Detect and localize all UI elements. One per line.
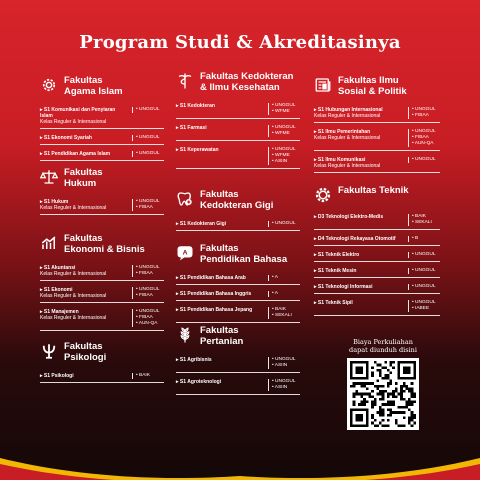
program-name: ▸ S1 Pendidikan Bahasa Arab bbox=[176, 275, 246, 281]
program-info bbox=[176, 103, 264, 109]
psi-icon bbox=[40, 342, 58, 360]
faculty-name bbox=[200, 190, 273, 211]
accreditation-list bbox=[268, 291, 300, 297]
program-name: ▸ S1 Teknik Sipil bbox=[314, 300, 353, 306]
accreditation-list bbox=[268, 103, 300, 115]
program-row-s1-akuntansi bbox=[40, 263, 164, 281]
program-info bbox=[314, 107, 402, 119]
accreditation-badge: • BAIK bbox=[272, 307, 286, 312]
faculty-name bbox=[200, 244, 287, 265]
program-row-s1-ekonomi bbox=[40, 285, 164, 303]
program-row-s1-manajemen bbox=[40, 307, 164, 331]
program-row-s1-pendidikan-agama-islam bbox=[40, 149, 164, 161]
cog-icon bbox=[314, 186, 332, 204]
accreditation-list bbox=[132, 265, 164, 277]
program-info bbox=[40, 309, 128, 321]
accreditation-badge: • FIBAA bbox=[412, 135, 429, 140]
faculty-name bbox=[64, 76, 123, 97]
program-row-s1-pendidikan-bahasa-arab bbox=[176, 273, 300, 285]
program-name: ▸ S1 Keperawatan bbox=[176, 147, 219, 153]
program-name: ▸ S1 Teknik Elektro bbox=[314, 252, 360, 258]
faculty-name-line: Fakultas Teknik bbox=[338, 185, 409, 196]
program-row-s1-agribisnis bbox=[176, 355, 300, 373]
accreditation-list bbox=[132, 373, 164, 379]
program-info bbox=[176, 307, 264, 313]
qr-caption-line-2: dapat diunduh disini bbox=[349, 346, 417, 354]
faculty-name-line: Pendidikan Bahasa bbox=[200, 253, 288, 265]
program-info bbox=[176, 357, 264, 363]
program-row-s1-psikologi bbox=[40, 371, 164, 383]
program-info bbox=[40, 287, 128, 299]
faculty-header bbox=[40, 234, 164, 255]
program-info bbox=[176, 379, 264, 385]
program-name: ▸ S1 Pendidikan Agama Islam bbox=[40, 151, 111, 157]
program-row-s1-farmasi bbox=[176, 123, 300, 141]
faculty-name-line: & Ilmu Kesehatan bbox=[200, 81, 280, 93]
accreditation-badge: • ASIIN bbox=[272, 159, 288, 164]
program-name: ▸ S1 Komunikasi dan Penyiaran Islam bbox=[40, 107, 116, 119]
faculty-agama-islam bbox=[40, 76, 164, 165]
program-row-s1-teknologi-informasi bbox=[314, 282, 440, 294]
program-info bbox=[176, 147, 264, 153]
speech-bubble-icon bbox=[176, 244, 194, 262]
accreditation-badge: • UNGGUL bbox=[136, 265, 160, 270]
accreditation-badge: • BAIK bbox=[136, 373, 150, 378]
program-class-type: Kelas Reguler & Internasional bbox=[314, 135, 381, 141]
accreditation-badge: • UNGGUL bbox=[136, 309, 160, 314]
program-name: ▸ S1 Ilmu Komunikasi bbox=[314, 157, 366, 163]
faculty-name-line: Hukum bbox=[64, 177, 97, 189]
program-row-s1-kedokteran bbox=[176, 101, 300, 119]
faculty-name-line: Psikologi bbox=[64, 351, 107, 363]
accreditation-list bbox=[408, 268, 440, 274]
accreditation-list bbox=[132, 199, 164, 211]
accreditation-badge: • IABEE bbox=[412, 306, 430, 311]
accreditation-list bbox=[408, 129, 440, 147]
program-name: ▸ S1 Kedokteran Gigi bbox=[176, 221, 227, 227]
accreditation-badge: • AUN-QA bbox=[136, 321, 158, 326]
faculty-pertanian bbox=[176, 326, 300, 399]
faculty-name bbox=[338, 76, 407, 97]
program-name: ▸ D3 Teknologi Elektro-Medis bbox=[314, 214, 384, 220]
program-class-type: Kelas Reguler & Internasional bbox=[40, 293, 107, 299]
faculty-name-line: Fakultas bbox=[64, 341, 103, 352]
wheat-icon bbox=[176, 326, 194, 344]
accreditation-badge: • UNGGUL bbox=[136, 135, 160, 140]
program-info bbox=[314, 252, 402, 258]
program-info bbox=[314, 129, 402, 141]
accreditation-list bbox=[132, 135, 164, 141]
accreditation-list bbox=[268, 221, 300, 227]
faculty-name-line: Fakultas bbox=[64, 167, 103, 178]
program-row-s1-komunikasi-dan-penyiaran-islam bbox=[40, 105, 164, 129]
program-row-s1-ekonomi-syariah bbox=[40, 133, 164, 145]
program-info bbox=[40, 265, 128, 277]
accreditation-badge: • BAIK bbox=[412, 214, 426, 219]
program-row-s1-teknik-mesin bbox=[314, 266, 440, 278]
accreditation-badge: • UNGGUL bbox=[272, 357, 296, 362]
accreditation-list bbox=[268, 125, 300, 137]
accreditation-list bbox=[408, 284, 440, 290]
program-info bbox=[40, 135, 128, 141]
program-row-s1-kedokteran-gigi bbox=[176, 219, 300, 231]
accreditation-list bbox=[408, 107, 440, 119]
accreditation-badge: • UNGGUL bbox=[272, 221, 296, 226]
faculty-header bbox=[314, 186, 440, 204]
faculty-psikologi bbox=[40, 342, 164, 387]
program-row-s1-hukum bbox=[40, 197, 164, 215]
tooth-icon bbox=[176, 190, 194, 208]
program-info bbox=[314, 284, 402, 290]
program-name: ▸ S1 Pendidikan Bahasa Jepang bbox=[176, 307, 253, 313]
accreditation-badge: • UNGGUL bbox=[412, 157, 436, 162]
accreditation-badge: • UNGGUL bbox=[412, 284, 436, 289]
accreditation-list bbox=[132, 309, 164, 327]
program-name: ▸ S1 Manajemen bbox=[40, 309, 79, 315]
program-name: ▸ S1 Hukum bbox=[40, 199, 69, 205]
accreditation-badge: • ASIIN bbox=[272, 385, 288, 390]
program-class-type: Kelas Reguler & Internasional bbox=[40, 205, 107, 211]
qr-code-image bbox=[350, 361, 416, 427]
faculty-header bbox=[40, 342, 164, 363]
faculty-ekonomi-bisnis bbox=[40, 234, 164, 335]
accreditation-list bbox=[268, 275, 300, 281]
program-name: ▸ S1 Ilmu Pemerintahan bbox=[314, 129, 371, 135]
faculty-name bbox=[200, 72, 293, 93]
accreditation-list bbox=[268, 379, 300, 391]
faculty-name bbox=[338, 186, 409, 197]
program-row-s1-keperawatan bbox=[176, 145, 300, 169]
accreditation-badge: • UNGGUL bbox=[136, 199, 160, 204]
program-info bbox=[40, 373, 128, 379]
program-row-s1-pendidikan-bahasa-inggris bbox=[176, 289, 300, 301]
accreditation-list bbox=[268, 147, 300, 165]
accreditation-badge: • UNGGUL bbox=[272, 125, 296, 130]
program-name: ▸ S1 Agroteknologi bbox=[176, 379, 222, 385]
program-name: ▸ S1 Agribisnis bbox=[176, 357, 212, 363]
program-name: ▸ S1 Ekonomi Syariah bbox=[40, 135, 92, 141]
accreditation-badge: • UNGGUL bbox=[136, 107, 160, 112]
accreditation-list bbox=[132, 287, 164, 299]
faculty-name-line: Fakultas bbox=[64, 75, 103, 86]
program-name: ▸ S1 Akuntansi bbox=[40, 265, 76, 271]
accreditation-badge: • WFME bbox=[272, 153, 290, 158]
program-info bbox=[314, 236, 402, 242]
bottom-wave-decoration bbox=[0, 440, 480, 480]
program-class-type: Kelas Reguler & Internasional bbox=[314, 113, 381, 119]
faculty-header bbox=[176, 190, 300, 211]
accreditation-badge: • UNGGUL bbox=[136, 151, 160, 156]
program-class-type: Kelas Reguler & Internasional bbox=[314, 163, 381, 169]
accreditation-list bbox=[408, 252, 440, 258]
accreditation-badge: • ASIIN bbox=[272, 363, 288, 368]
faculty-header bbox=[176, 326, 300, 347]
program-class-type: Kelas Reguler & Internasional bbox=[40, 315, 107, 321]
program-name: ▸ S1 Psikologi bbox=[40, 373, 74, 379]
accreditation-badge: • UNGGUL bbox=[412, 129, 436, 134]
program-info bbox=[176, 125, 264, 131]
accreditation-badge: • AUN-QA bbox=[412, 141, 434, 146]
faculty-header bbox=[176, 72, 300, 93]
accreditation-badge: • UNGGUL bbox=[272, 379, 296, 384]
accreditation-badge: • SEKALI bbox=[412, 220, 432, 225]
accreditation-badge: • UNGGUL bbox=[136, 287, 160, 292]
program-row-s1-teknik-elektro bbox=[314, 250, 440, 262]
accreditation-list bbox=[408, 236, 440, 242]
accreditation-badge: • A bbox=[272, 291, 278, 296]
faculty-name-line: Fakultas Ilmu bbox=[338, 75, 399, 86]
program-info bbox=[176, 221, 264, 227]
program-row-s1-agroteknologi bbox=[176, 377, 300, 395]
program-name: ▸ S1 Kedokteran bbox=[176, 103, 215, 109]
accreditation-badge: • UNGGUL bbox=[412, 268, 436, 273]
accreditation-list bbox=[132, 107, 164, 113]
accreditation-badge: • UNGGUL bbox=[412, 300, 436, 305]
program-name: ▸ S1 Teknologi Informasi bbox=[314, 284, 373, 290]
program-info bbox=[314, 300, 402, 306]
scales-icon bbox=[40, 168, 58, 186]
accreditation-list bbox=[408, 300, 440, 312]
faculty-name-line: Fakultas bbox=[200, 189, 239, 200]
program-name: ▸ S1 Ekonomi bbox=[40, 287, 73, 293]
faculty-name-line: Pertanian bbox=[200, 335, 244, 347]
accreditation-badge: • UNGGUL bbox=[412, 107, 436, 112]
program-info bbox=[40, 151, 128, 157]
bar-chart-icon bbox=[40, 234, 58, 252]
program-info bbox=[314, 157, 402, 169]
page-title: Program Studi & Akreditasinya bbox=[79, 32, 401, 53]
accreditation-badge: • FIBAA bbox=[136, 315, 153, 320]
program-info bbox=[176, 275, 264, 281]
accreditation-badge: • A bbox=[272, 275, 278, 280]
program-info bbox=[314, 214, 402, 220]
faculty-header bbox=[176, 244, 300, 265]
caduceus-icon bbox=[176, 72, 194, 90]
accreditation-badge: • UNGGUL bbox=[272, 103, 296, 108]
faculty-name-line: Fakultas bbox=[200, 243, 239, 254]
faculty-pendidikan-bahasa bbox=[176, 244, 300, 327]
program-row-s1-teknik-sipil bbox=[314, 298, 440, 316]
faculty-header bbox=[40, 76, 164, 97]
faculty-name-line: Fakultas bbox=[64, 233, 103, 244]
program-info bbox=[176, 291, 264, 297]
accreditation-badge: • B bbox=[412, 236, 419, 241]
program-name: ▸ D4 Teknologi Rekayasa Otomotif bbox=[314, 236, 396, 242]
accreditation-list bbox=[408, 214, 440, 226]
program-row-s1-pendidikan-bahasa-jepang bbox=[176, 305, 300, 323]
program-name: ▸ S1 Hubungan Internasional bbox=[314, 107, 383, 113]
faculty-name bbox=[64, 168, 103, 189]
accreditation-badge: • FIBAA bbox=[136, 293, 153, 298]
program-name: ▸ S1 Pendidikan Bahasa Inggris bbox=[176, 291, 252, 297]
accreditation-badge: • UNGGUL bbox=[272, 147, 296, 152]
faculty-name-line: Fakultas Kedokteran bbox=[200, 71, 294, 82]
accreditation-list bbox=[268, 357, 300, 369]
accreditation-badge: • UNGGUL bbox=[412, 252, 436, 257]
program-class-type: Kelas Reguler & Internasional bbox=[40, 119, 107, 125]
svg-text:A: A bbox=[182, 249, 188, 257]
faculty-name bbox=[64, 342, 106, 363]
program-row-s1-ilmu-pemerintahan bbox=[314, 127, 440, 151]
program-info bbox=[314, 268, 402, 274]
program-row-s1-hubungan-internasional bbox=[314, 105, 440, 123]
accreditation-list bbox=[408, 157, 440, 163]
accreditation-list bbox=[268, 307, 300, 319]
faculty-header bbox=[40, 168, 164, 189]
accreditation-list bbox=[132, 151, 164, 157]
faculty-name-line: Sosial & Politik bbox=[338, 85, 407, 97]
qr-code[interactable] bbox=[347, 358, 419, 430]
faculty-name-line: Agama Islam bbox=[64, 85, 123, 97]
program-name: ▸ S1 Teknik Mesin bbox=[314, 268, 357, 274]
program-row-s1-ilmu-komunikasi bbox=[314, 155, 440, 173]
faculty-name-line: Ekonomi & Bisnis bbox=[64, 243, 145, 255]
faculty-header bbox=[314, 76, 440, 97]
faculty-kedokteran bbox=[176, 72, 300, 173]
accreditation-badge: • FIBAA bbox=[136, 205, 153, 210]
faculty-name-line: Fakultas bbox=[200, 325, 239, 336]
accreditation-badge: • WFME bbox=[272, 109, 290, 114]
faculty-name bbox=[200, 326, 243, 347]
accreditation-badge: • FIBAA bbox=[412, 113, 429, 118]
program-row-d4-teknologi-rekayasa-otomotif bbox=[314, 234, 440, 246]
qr-caption-line-1: Biaya Perkuliahan bbox=[353, 338, 413, 346]
accreditation-badge: • FIBAA bbox=[136, 271, 153, 276]
faculty-teknik bbox=[314, 186, 440, 320]
newspaper-icon bbox=[314, 76, 332, 94]
program-info bbox=[40, 107, 128, 125]
faculty-name-line: Kedokteran Gigi bbox=[200, 199, 274, 211]
qr-caption bbox=[340, 338, 426, 354]
gear-icon bbox=[40, 76, 58, 94]
faculty-sosial-politik bbox=[314, 76, 440, 177]
faculty-name bbox=[64, 234, 145, 255]
program-name: ▸ S1 Farmasi bbox=[176, 125, 207, 131]
accreditation-badge: • SEKALI bbox=[272, 313, 292, 318]
faculty-kedokteran-gigi bbox=[176, 190, 300, 235]
accreditation-badge: • WFME bbox=[272, 131, 290, 136]
program-row-d3-teknologi-elektro-medis bbox=[314, 212, 440, 230]
program-info bbox=[40, 199, 128, 211]
program-class-type: Kelas Reguler & Internasional bbox=[40, 271, 107, 277]
qr-section bbox=[340, 338, 426, 430]
faculty-hukum bbox=[40, 168, 164, 219]
